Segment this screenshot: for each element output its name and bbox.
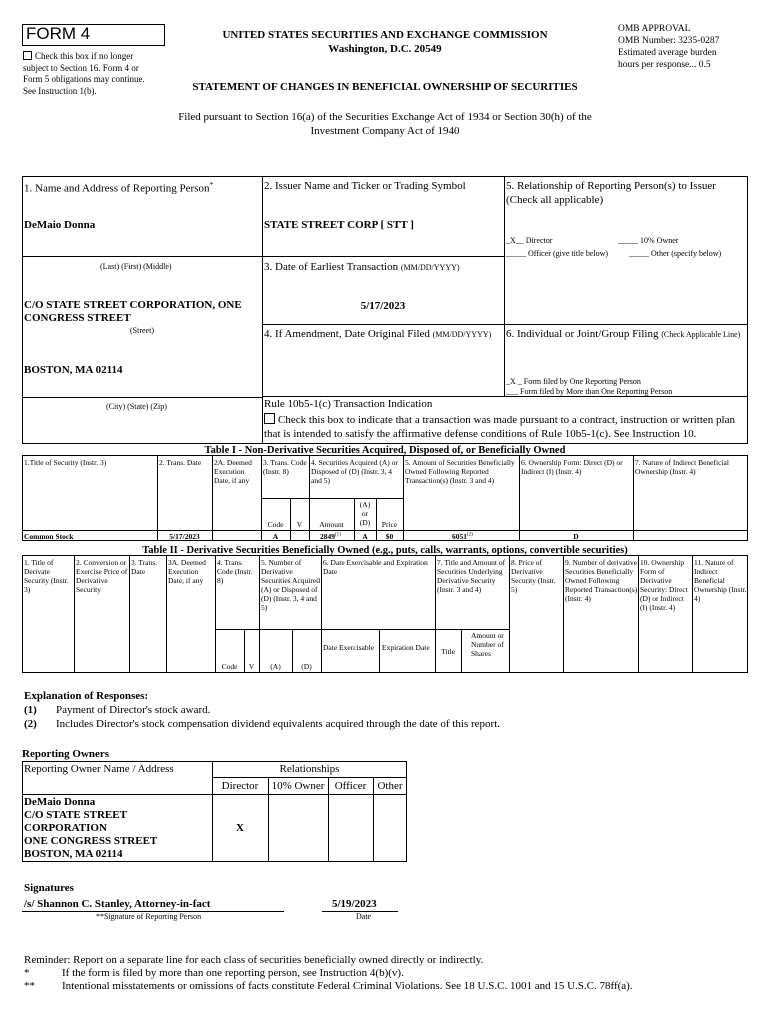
rule10b5-text: Check this box to indicate that a transaction was made pursuant to a contract, instruction or written plan that is intended to satisfy the affirmative defense conditions of Rule 10b5-1(c). See Instruction 10. — [264, 414, 735, 441]
t2-h3: 3. Trans. Date — [131, 558, 158, 576]
t1-h6: 6. Ownership Form: Direct (D) or Indirect (I) (Instr. 4) — [521, 458, 623, 476]
owners-col-director: Director — [221, 780, 259, 792]
owners-col-officer: Officer — [334, 780, 367, 792]
omb-approval: OMB APPROVAL — [618, 24, 691, 34]
reporting-person-name: DeMaio Donna — [24, 219, 96, 231]
t1-row-code: A — [272, 532, 279, 541]
owner-name-line-3: CORPORATION — [24, 822, 107, 834]
t2-h3a: 3A. Deemed Execution Date, if any — [168, 558, 206, 585]
t2-sub-title: Title — [441, 647, 455, 656]
section5-label: 5. Relationship of Reporting Person(s) to Issuer — [506, 180, 716, 192]
filed-pursuant-line-2: Investment Company Act of 1940 — [310, 125, 460, 137]
t2-h8: 8. Price of Derivative Security (Instr. 5) — [511, 558, 556, 594]
owner-name-line-5: BOSTON, MA 02114 — [24, 848, 123, 860]
footer-star2: Intentional misstatements or omissions of facts constitute Federal Criminal Violations. See 18 U.S.C. 1001 and 15 U.S.C. 78ff(a). — [62, 980, 633, 992]
t1-sub-v: V — [296, 520, 303, 529]
explanation-text-1: Payment of Director's stock award. — [56, 704, 211, 716]
t1-h7: 7. Nature of Indirect Beneficial Ownership (Instr. 4) — [635, 458, 729, 476]
name-parts-label: (Last) (First) (Middle) — [100, 262, 172, 271]
no-longer-subject-checkbox-text: Check this box if no longer subject to Section 16. Form 4 or Form 5 obligations may continue. See Instruction 1(b). — [23, 51, 145, 97]
explanation-title: Explanation of Responses: — [24, 690, 149, 702]
section2-label: 2. Issuer Name and Ticker or Trading Symbol — [264, 180, 466, 192]
t1-row-date: 5/17/2023 — [169, 532, 200, 541]
section4-label: 4. If Amendment, Date Original Filed (MM/DD/YYYY) — [264, 328, 492, 340]
filed-pursuant-line-1: Filed pursuant to Section 16(a) of the Securities Exchange Act of 1934 or Section 30(h) of the — [178, 111, 592, 123]
statement-title: STATEMENT OF CHANGES IN BENEFICIAL OWNERSHIP OF SECURITIES — [192, 81, 578, 93]
city-state-zip: BOSTON, MA 02114 — [24, 364, 123, 376]
filing-one-person: _X _ Form filed by One Reporting Person — [506, 377, 641, 386]
section6-label: 6. Individual or Joint/Group Filing (Check Applicable Line) — [506, 328, 741, 340]
t1-sub-price: Price — [381, 520, 398, 529]
owners-col-name: Reporting Owner Name / Address — [24, 763, 174, 775]
issuer-name: STATE STREET CORP [ STT ] — [264, 219, 414, 231]
relationship-officer: _____ Officer (give title below) — [506, 249, 609, 258]
t2-h11: 11. Nature of Indirect Beneficial Ownership (Instr. 4) — [694, 558, 747, 603]
signatures-title: Signatures — [24, 882, 74, 894]
t2-h7: 7. Title and Amount of Securities Underlying Derivative Security (Instr. 3 and 4) — [437, 558, 506, 594]
owner-name-line-4: ONE CONGRESS STREET — [24, 835, 158, 847]
date-label: Date — [356, 912, 372, 921]
relationship-other: _____ Other (specify below) — [629, 249, 722, 258]
filing-more-persons: ___ Form filed by More than One Reporting Person — [506, 387, 673, 396]
t2-h9: 9. Number of derivative Securities Beneficially Owned Following Reported Transaction(s) (Instr. 4) — [565, 558, 638, 603]
t1-row-owned: 6051$^{(2)}$ — [452, 532, 473, 541]
t1-row-form: D — [573, 532, 579, 541]
t2-h10: 10. Ownership Form of Derivative Security: Direct (D) or Indirect (I) (Instr. 4) — [640, 558, 688, 612]
t1-h2a: 2A. Deemed Execution Date, if any — [214, 458, 252, 485]
t2-sub-exer: Date Exercisable — [323, 643, 375, 652]
t2-sub-v: V — [248, 662, 255, 671]
table1-title: Table I - Non-Derivative Securities Acquired, Disposed of, or Beneficially Owned — [204, 445, 566, 456]
explanation-num-1: (1) — [24, 704, 37, 716]
explanation-text-2: Includes Director's stock compensation dividend equivalents acquired through the date of this report. — [56, 718, 500, 730]
reporting-owners-title: Reporting Owners — [22, 748, 110, 760]
explanation-num-2: (2) — [24, 718, 37, 730]
t2-sub-a: (A) — [270, 662, 281, 671]
t2-h2: 2. Conversion or Exercise Price of Derivative Security — [76, 558, 128, 594]
t2-h4: 4. Trans. Code (Instr. 8) — [217, 558, 253, 585]
t2-h1: 1. Title of Derivate Security (Instr. 3) — [24, 558, 69, 594]
t2-h6: 6. Date Exercisable and Expiration Date — [323, 558, 428, 576]
signer-name: /s/ Shannon C. Stanley, Attorney-in-fact — [24, 898, 211, 910]
owners-col-ten-pct: 10% Owner — [271, 780, 325, 792]
t1-h2: 2. Trans. Date — [159, 458, 202, 467]
t2-sub-d: (D) — [301, 662, 312, 671]
owner-name-line-2: C/O STATE STREET — [24, 809, 127, 821]
t1-h1: 1.Title of Security (Instr. 3) — [24, 458, 107, 467]
rule10b5-title: Rule 10b5-1(c) Transaction Indication — [264, 398, 433, 410]
street-label: (Street) — [130, 326, 154, 335]
t1-h4: 4. Securities Acquired (A) or Disposed of (D) (Instr. 3, 4 and 5) — [311, 458, 398, 485]
rule10b5-checkbox[interactable] — [264, 413, 275, 424]
burden-line-1: Estimated average burden — [618, 48, 717, 58]
t2-sub-exp: Expiration Date — [382, 643, 430, 652]
owners-col-other: Other — [377, 780, 403, 792]
section3-label: 3. Date of Earliest Transaction (MM/DD/YYYY) — [264, 261, 460, 273]
footer-reminder: Reminder: Report on a separate line for each class of securities beneficially owned directly or indirectly. — [24, 954, 484, 966]
owners-col-relationships: Relationships — [279, 763, 340, 775]
section1-label: 1. Name and Address of Reporting Person* — [24, 180, 214, 195]
signer-label: **Signature of Reporting Person — [96, 912, 202, 921]
footer-star2-mark: ** — [24, 980, 35, 992]
footer-star1: If the form is filed by more than one reporting person, see Instruction 4(b)(v). — [62, 967, 404, 979]
t1-row-price: $0 — [385, 532, 394, 541]
agency-name: UNITED STATES SECURITIES AND EXCHANGE COMMISSION — [222, 29, 548, 41]
t1-h3: 3. Trans. Code (Instr. 8) — [263, 458, 307, 476]
city-label: (City) (State) (Zip) — [106, 402, 167, 411]
earliest-transaction-date: 5/17/2023 — [360, 300, 406, 312]
t1-row-title: Common Stock — [24, 532, 74, 541]
relationship-ten-pct: _____ 10% Owner — [618, 236, 679, 245]
section5-label-2: (Check all applicable) — [506, 194, 604, 206]
t1-sub-amount: Amount — [319, 520, 344, 529]
t1-row-amount: 2849$^{(1)}$ — [320, 532, 341, 541]
t2-sub-amount: Amount or Number of Shares — [471, 631, 504, 658]
signature-date: 5/19/2023 — [332, 898, 377, 910]
t1-row-aord: A — [362, 532, 368, 541]
t1-h5: 5. Amount of Securities Beneficially Owned Following Reported Transaction(s) (Instr. 3 and 4) — [405, 458, 515, 485]
street-address: C/O STATE STREET CORPORATION, ONE CONGRESS STREET — [24, 299, 242, 325]
t1-sub-aord: (A) or (D) — [359, 500, 371, 527]
t2-sub-code: Code — [221, 662, 238, 671]
owner-director-mark: X — [236, 822, 244, 834]
t2-h5: 5. Number of Derivative Securities Acquired (A) or Disposed of (D) (Instr. 3, 4 and 5) — [261, 558, 320, 612]
t1-sub-code: Code — [267, 520, 284, 529]
relationship-director: _X__ Director — [506, 236, 553, 245]
agency-location: Washington, D.C. 20549 — [328, 43, 442, 55]
table2-title: Table II - Derivative Securities Beneficially Owned (e.g., puts, calls, warrants, options, convertible securities) — [142, 545, 628, 556]
footer-star1-mark: * — [24, 967, 30, 979]
form-title: FORM 4 — [26, 24, 91, 43]
no-longer-subject-checkbox[interactable] — [23, 51, 32, 60]
owner-name-line-1: DeMaio Donna — [24, 796, 96, 808]
omb-number: OMB Number: 3235-0287 — [618, 36, 720, 46]
burden-line-2: hours per response... 0.5 — [618, 60, 711, 70]
